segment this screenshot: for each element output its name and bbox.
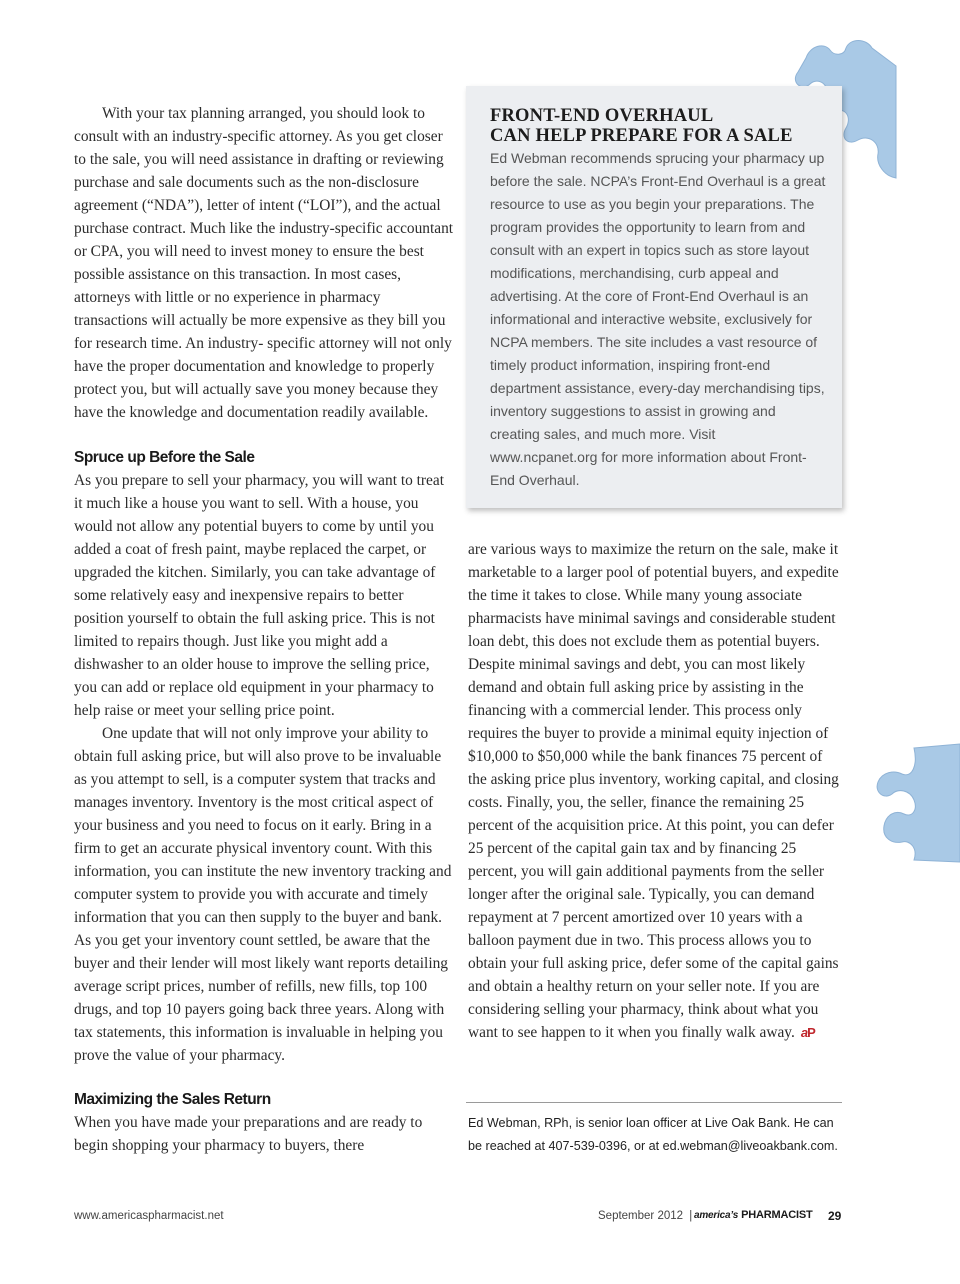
footer-url: www.americaspharmacist.net	[74, 1210, 224, 1222]
sidebar-body: Ed Webman recommends sprucing your pharmacy up before the sale. NCPA’s Front-End Overhaul is a great resource to use as you begin your preparations. The program provides the opportunity to learn from and consult with an expert in topics such as store layout modifications, merchandising, curb appeal and advertising. At the core of Front-End Overhaul is an informational and interactive website, exclusively for NCPA members. The site includes a vast resource of timely product information, inspiring front-end department assistance, every-day merchandising tips, inventory suggestions to assist in growing and creating sales, and much more. Visit www.ncpanet.org for more information about Front-End Overhaul.	[490, 150, 826, 488]
body-paragraph: One update that will not only improve your ability to obtain full asking price, but will also prove to be invaluable as you attempt to sell, is a computer system that tracks and manages inventory. Inventory is the most critical aspect of your business and you need to focus on it early. Bring in a firm to get an accurate physical inventory count. With this information, you can institute the new inventory tracking and computer system to provide you with accurate and timely information that you can then supply to the buyer and bank. As you get your inventory count settled, be aware that the buyer and their lender will most likely want reports detailing average script prices, number of refills, new fills, top 100 drugs, and top 10 payers going back three years. Along with tax statements, this information is invaluable in helping you prove the value of your pharmacy.	[74, 725, 452, 1064]
footer-separator: |	[689, 1210, 693, 1222]
section-heading-maximizing: Maximizing the Sales Return	[74, 1091, 271, 1108]
sidebar-title-line1: FRONT-END OVERHAUL	[490, 106, 714, 126]
body-paragraph: As you prepare to sell your pharmacy, you will want to treat it much like a house you want to sell. With a house, you would not allow any potential buyers to come by until you added a coat of fresh paint, maybe replaced the carpet, or upgraded the kitchen. Similarly, you can take advantage of some relatively easy and inexpensive repairs to better position yourself to obtain the full asking price. This is not limited to repairs though. Just like you might add a dishwasher to an older house to improve the selling price, you can add or replace old equipment in your pharmacy to help raise or meet your selling price point.	[74, 472, 444, 719]
author-bio: Ed Webman, RPh, is senior loan officer at Live Oak Bank. He can be reached at 407-539-0396, or at ed.webman@liveoakbank.com.	[468, 1116, 838, 1153]
body-text: are various ways to maximize the return on the sale, make it marketable to a larger pool of potential buyers, and expedite the time it takes to close. While many young associate pharmacists have minimal savings and considerable student loan debt, this does not exclude them as potential buyers. Despite minimal savings and debt, you can most likely demand and obtain full asking price by assisting in the financing with a commercial lender. This process only requires the buyer to provide a minimal equity injection of $10,000 to $50,000 while the bank finances 75 percent of the asking price plus inventory, working capital, and closing costs. Finally, you, the seller, finance the remaining 25 percent of the acquisition price. At this point, you can defer 25 percent of the capital gain tax and by financing 25 percent, you will gain additional payments from the seller longer after the original sale. Typically, you can demand repayment at 7 percent amortized over 10 years with a balloon payment due in two. This process allows you to obtain your full asking price, defer some of the capital gains and obtain a healthy return on your seller note. If you are considering selling your pharmacy, think about what you want to see happen to it when you finally walk away.	[468, 541, 839, 1041]
divider	[466, 1102, 842, 1103]
page-number: 29	[828, 1209, 842, 1223]
body-paragraph	[468, 538, 844, 1044]
ap-end-mark-a: a	[800, 1025, 808, 1040]
right-column	[468, 538, 844, 1044]
brand-large: PHARMACIST	[741, 1209, 813, 1221]
left-column	[74, 102, 454, 1067]
ap-end-mark-p: P	[807, 1025, 815, 1040]
section-heading-spruce-up: Spruce up Before the Sale	[74, 449, 255, 466]
sidebar-title-line2: CAN HELP PREPARE FOR A SALE	[490, 126, 793, 146]
body-paragraph: When you have made your preparations and are ready to begin shopping your pharmacy to buyers, there	[74, 1114, 423, 1154]
left-column-bottom	[74, 1088, 454, 1157]
body-paragraph: With your tax planning arranged, you should look to consult with an industry-specific attorney. As you get closer to the sale, you will need assistance in drafting or reviewing purchase and sale documents such as the non-disclosure agreement (“NDA”), letter of intent (“LOI”), and the actual purchase contract. Much like the industry-specific accountant or CPA, you will need to invest money to ensure the best possible assistance on this transaction. In most cases, attorneys with little or no experience in pharmacy transactions will actually be more expensive as they bill you for research time. An industry- specific attorney will not only have the proper documentation and knowledge to properly protect you, but will actually save you money because they have the knowledge and documentation readily available.	[74, 105, 454, 421]
sidebar-box	[466, 86, 842, 508]
brand-small: america’s	[694, 1210, 739, 1221]
footer-date-text: September 2012	[598, 1210, 684, 1222]
ap-end-mark-icon	[801, 1021, 815, 1044]
footer-date	[598, 1210, 695, 1222]
magazine-brand	[694, 1209, 813, 1221]
puzzle-piece-icon	[874, 740, 960, 870]
sidebar-title	[490, 106, 793, 146]
